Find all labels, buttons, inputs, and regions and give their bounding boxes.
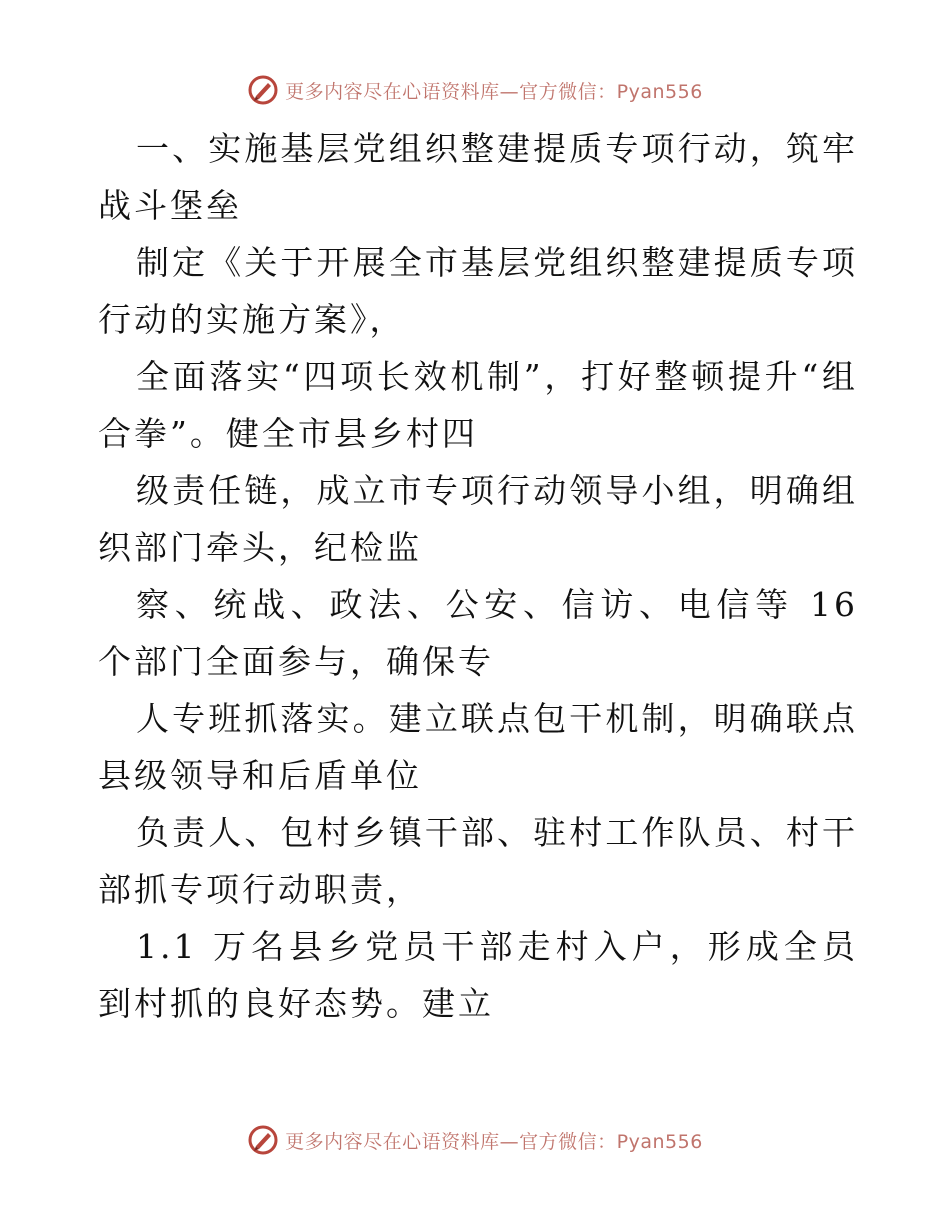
footer-watermark (0, 1120, 950, 1160)
body-paragraph: 制定《关于开展全市基层党组织整建提质专项行动的实施方案》， (98, 243, 858, 339)
body-paragraph: 察、统战、政法、公安、信访、电信等 16 个部门全面参与，确保专 (98, 585, 858, 681)
body-paragraph: 负责人、包村乡镇干部、驻村工作队员、村干部抓专项行动职责， (98, 813, 858, 909)
body-paragraph: 1.1 万名县乡党员干部走村入户，形成全员到村抓的良好态势。建立 (98, 927, 858, 1023)
body-paragraph: 全面落实“四项长效机制”，打好整顿提升“组合拳”。健全市县乡村四 (98, 357, 858, 453)
heading-paragraph: 一、实施基层党组织整建提质专项行动，筑牢战斗堡垒 (98, 129, 858, 225)
body-paragraph: 级责任链，成立市专项行动领导小组，明确组织部门牵头，纪检监 (98, 471, 858, 567)
pen-circle-icon (247, 74, 279, 106)
body-paragraph: 人专班抓落实。建立联点包干机制，明确联点县级领导和后盾单位 (98, 699, 858, 795)
watermark-text: 更多内容尽在心语资料库—官方微信：Pyan556 (285, 1130, 703, 1153)
document-body (98, 120, 858, 1032)
pen-circle-icon (247, 1124, 279, 1156)
watermark-text: 更多内容尽在心语资料库—官方微信：Pyan556 (285, 80, 703, 103)
header-watermark (0, 70, 950, 110)
